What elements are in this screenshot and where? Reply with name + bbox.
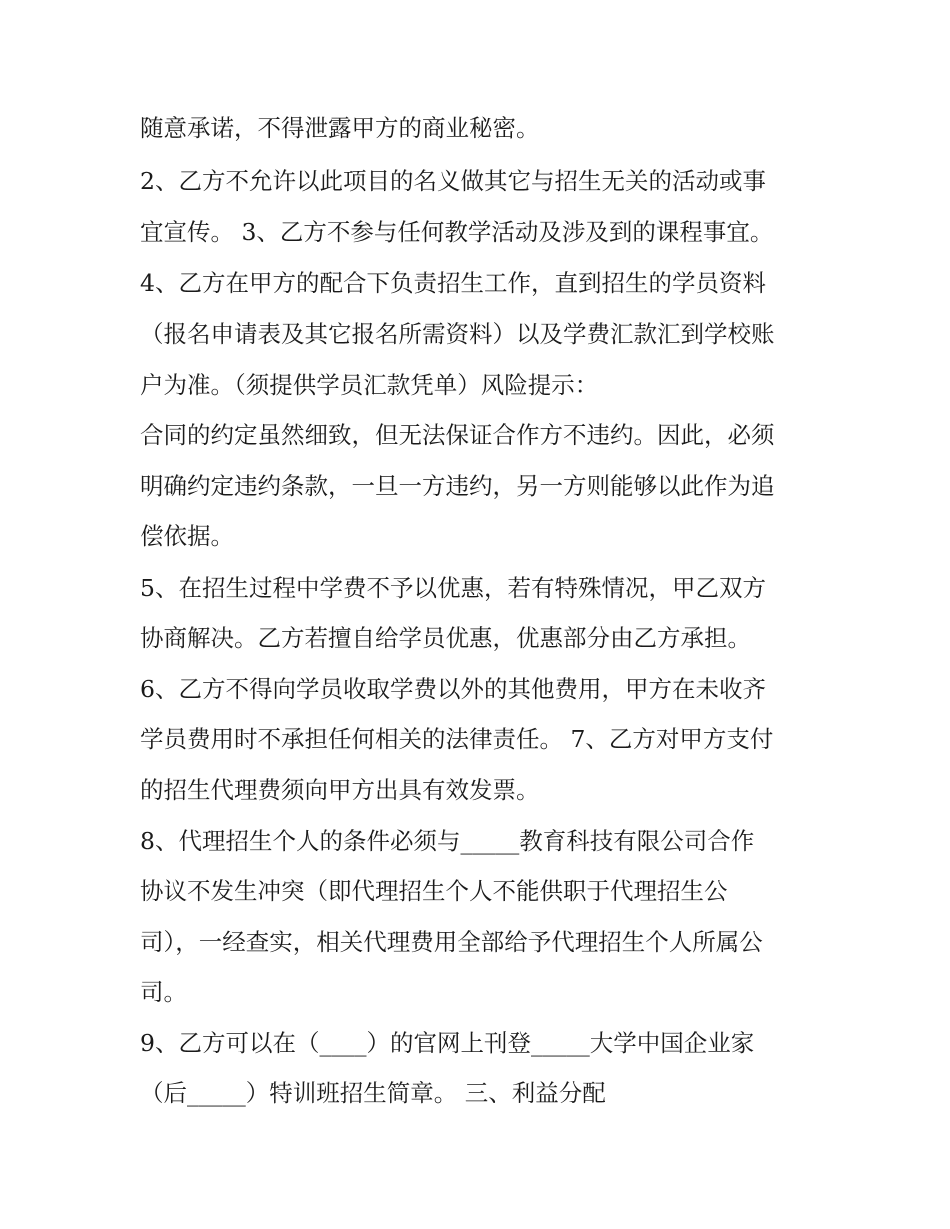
text-line: 随意承诺，不得泄露甲方的商业秘密。: [140, 114, 540, 142]
text-line: （后_____）特训班招生简章。 三、利益分配: [140, 1079, 606, 1107]
text-line: 5、在招生过程中学费不予以优惠，若有特殊情况，甲乙双方: [140, 574, 766, 602]
text-line: 户为准。（须提供学员汇款凭单）风险提示：: [140, 371, 599, 399]
text-line: 宜宣传。 3、乙方不参与任何教学活动及涉及到的课程事宜。: [140, 218, 774, 246]
text-line: 2、乙方不允许以此项目的名义做其它与招生无关的活动或事: [140, 167, 766, 195]
text-line: 合同的约定虽然细致，但无法保证合作方不违约。因此，必须: [140, 421, 775, 449]
text-line: 司），一经查实，相关代理费用全部给予代理招生个人所属公: [140, 928, 763, 956]
text-line: 明确约定违约条款，一旦一方违约，另一方则能够以此作为追: [140, 472, 775, 500]
text-line: 偿依据。: [140, 522, 234, 550]
text-line: 的招生代理费须向甲方出具有效发票。: [140, 776, 540, 804]
text-line: 学员费用时不承担任何相关的法律责任。 7、乙方对甲方支付: [140, 725, 774, 753]
text-line: 6、乙方不得向学员收取学费以外的其他费用，甲方在未收齐: [140, 675, 766, 703]
text-line: 协议不发生冲突（即代理招生个人不能供职于代理招生公: [140, 877, 728, 905]
text-line: 协商解决。乙方若擅自给学员优惠，优惠部分由乙方承担。: [140, 624, 751, 652]
text-line: 9、乙方可以在（____）的官网上刊登_____大学中国企业家: [140, 1029, 755, 1057]
text-line: 8、代理招生个人的条件必须与_____教育科技有限公司合作: [140, 827, 755, 855]
text-line: 司。: [140, 978, 187, 1006]
text-line: 4、乙方在甲方的配合下负责招生工作，直到招生的学员资料: [140, 269, 766, 297]
text-line: （报名申请表及其它报名所需资料）以及学费汇款汇到学校账: [140, 320, 775, 348]
